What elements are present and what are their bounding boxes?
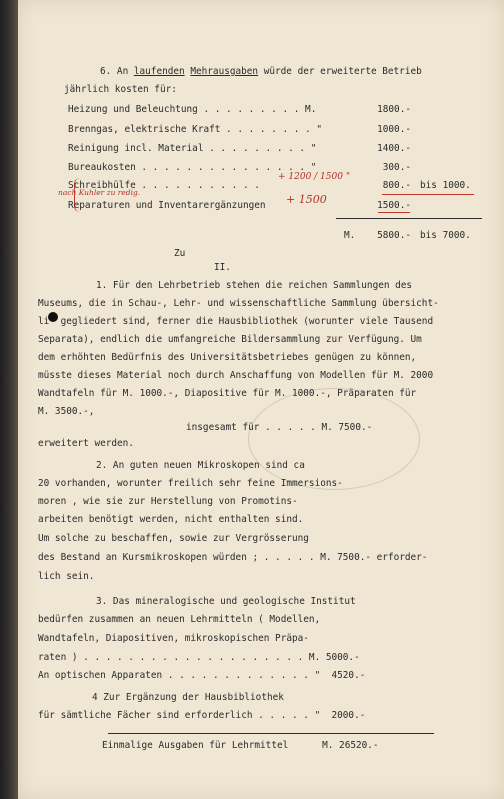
paragraph-line: Separata), endlich die umfangreiche Bildersammlung zur Verfügung. Um	[38, 334, 422, 345]
cost-item-label: Brenngas, elektrische Kraft . . . . . . . . "	[68, 124, 322, 135]
paragraph-line: 1. Für den Lehrbetrieb stehen die reichen Sammlungen des	[96, 280, 413, 291]
paragraph-line: Um solche zu beschaffen, sowie zur Vergrösserung	[38, 533, 309, 544]
sum-rule	[108, 733, 434, 734]
total-amount: 5800.-	[377, 230, 411, 241]
paragraph-line: Wandtafeln, Diapositiven, mikroskopischen Präpa-	[38, 633, 309, 644]
red-underline	[378, 212, 410, 213]
cost-item-amount: 300.-	[382, 162, 411, 173]
paragraph-line: moren , wie sie zur Herstellung von Promotins-	[38, 496, 298, 507]
paragraph-line: 2. An guten neuen Mikroskopen sind ca	[96, 460, 305, 471]
paragraph-line: bedürfen zusammen an neuen Lehrmitteln ( Modellen,	[38, 614, 321, 625]
cost-item-amount: 1800.-	[377, 104, 411, 115]
paragraph-line: An optischen Apparaten . . . . . . . . . . . . . " 4520.-	[38, 670, 366, 681]
paragraph-line: 4 Zur Ergänzung der Hausbibliothek	[92, 692, 284, 703]
total-label: M.	[344, 230, 356, 241]
scan-edge	[0, 0, 18, 799]
cost-item-label: Reinigung incl. Material . . . . . . . . . "	[68, 143, 317, 154]
paragraph-line: erweitert werden.	[38, 438, 134, 449]
cost-item-amount: 800.-	[382, 180, 411, 191]
cost-item-label: Bureaukosten . . . . . . . . . . . . . . . "	[68, 162, 317, 173]
cost-item-amount: 1400.-	[377, 143, 411, 154]
section-zu: Zu	[174, 248, 186, 259]
paragraph-line: Wandtafeln für M. 1000.-, Diapositive für M. 1000.-, Präparaten für	[38, 388, 417, 399]
heading-line-1: 6. An laufenden Mehrausgaben würde der erweiterte Betrieb	[100, 66, 422, 77]
red-underline	[382, 194, 474, 195]
paragraph-line: arbeiten benötigt werden, nicht enthalten sind.	[38, 514, 304, 525]
total-extra: bis 7000.	[420, 230, 471, 241]
heading-line-2: jährlich kosten für:	[64, 84, 177, 95]
paragraph-line: Museums, die in Schau-, Lehr- und wissenschaftliche Sammlung übersicht-	[38, 298, 439, 309]
faint-stamp-circle	[248, 388, 420, 490]
paragraph-line: 20 vorhanden, worunter freilich sehr feine Immersions-	[38, 478, 343, 489]
final-total: Einmalige Ausgaben für Lehrmittel M. 26520.-	[102, 740, 379, 751]
paragraph-total: insgesamt für . . . . . M. 7500.-	[186, 422, 373, 433]
cost-item-amount: 1000.-	[377, 124, 411, 135]
sum-rule	[336, 218, 482, 219]
handwritten-correction: + 1500	[286, 193, 327, 206]
handwritten-note: nach Kuhler zu redig.	[58, 188, 141, 197]
paragraph-line: des Bestand an Kursmikroskopen würden ; . . . . . M. 7500.- erforder-	[38, 552, 428, 563]
document-page	[18, 0, 504, 799]
paragraph-line: 3. Das mineralogische und geologische Institut	[96, 596, 356, 607]
cost-item-label: Reparaturen und Inventarergänzungen	[68, 200, 266, 211]
cost-item-extra: bis 1000.	[420, 180, 471, 191]
paragraph-line: li gegliedert sind, ferner die Hausbibliothek (worunter viele Tausend	[38, 316, 434, 327]
paragraph-line: lich sein.	[38, 571, 95, 582]
paragraph-line: raten ) . . . . . . . . . . . . . . . . . . . . M. 5000.-	[38, 652, 360, 663]
cost-item-label: Schreibhülfe . . . . . . . . . . .	[68, 180, 260, 191]
paragraph-line: für sämtliche Fächer sind erforderlich . . . . . " 2000.-	[38, 710, 366, 721]
cost-item-label: Heizung und Beleuchtung . . . . . . . . . M.	[68, 104, 317, 115]
paragraph-line: M. 3500.-,	[38, 406, 95, 417]
section-title: II.	[214, 262, 231, 273]
paragraph-line: müsste dieses Material noch durch Anschaffung von Modellen für M. 2000	[38, 370, 434, 381]
handwritten-correction: + 1200 / 1500 "	[278, 172, 350, 182]
paragraph-line: dem erhöhten Bedürfnis des Universitätsbetriebes genügen zu können,	[38, 352, 417, 363]
cost-item-amount: 1500.-	[377, 200, 411, 211]
